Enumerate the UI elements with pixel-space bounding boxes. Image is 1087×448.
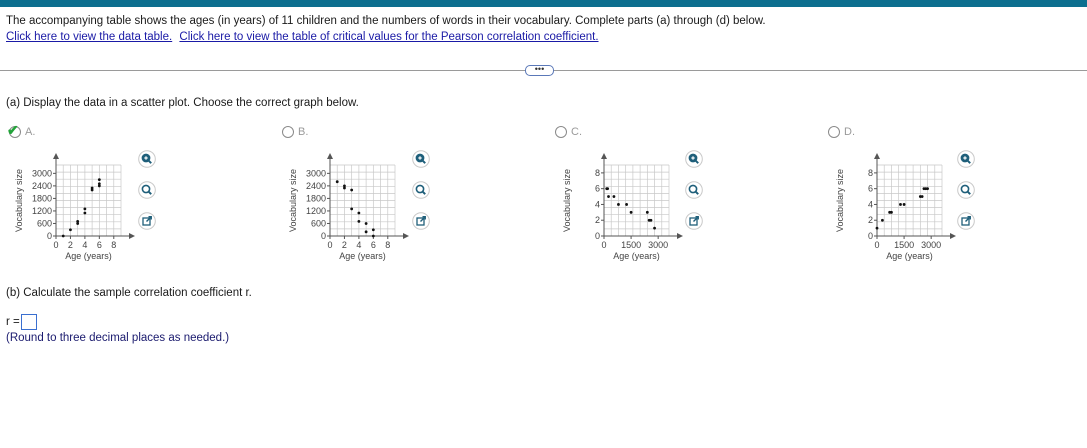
chart-grid xyxy=(604,165,669,236)
y-tick-label: 1800 xyxy=(305,193,326,204)
x-axis-label: Age (years) xyxy=(613,251,660,261)
y-tick-label: 4 xyxy=(594,199,600,210)
data-table-link[interactable]: Click here to view the data table. xyxy=(6,31,173,43)
x-axis-arrow xyxy=(677,233,683,239)
y-tick-label: 6 xyxy=(867,183,873,194)
zoom-out-icon[interactable] xyxy=(957,181,975,199)
data-point xyxy=(350,189,353,192)
x-tick-label: 0 xyxy=(601,240,607,250)
x-tick-label: 2 xyxy=(67,240,73,250)
data-point xyxy=(372,235,375,238)
scatter-plot-b xyxy=(282,145,417,270)
y-axis-label: Vocabulary size xyxy=(835,168,845,233)
data-point xyxy=(62,235,65,238)
data-point xyxy=(606,187,609,190)
data-point xyxy=(630,211,633,214)
data-point xyxy=(924,187,927,190)
y-tick-label: 1800 xyxy=(31,193,52,204)
chart-grid xyxy=(56,165,121,236)
x-tick-label: 0 xyxy=(53,240,59,250)
x-tick-label: 6 xyxy=(96,240,102,250)
x-tick-label: 2 xyxy=(341,240,347,250)
y-tick-label: 1200 xyxy=(305,205,326,216)
chart-grid xyxy=(877,165,942,236)
x-tick-label: 0 xyxy=(874,240,880,250)
data-point xyxy=(98,182,101,185)
data-point xyxy=(617,203,620,206)
y-tick-label: 0 xyxy=(46,231,52,241)
data-point xyxy=(921,195,924,198)
data-point xyxy=(76,220,79,223)
y-tick-label: 2400 xyxy=(305,180,326,191)
data-point xyxy=(357,220,360,223)
zoom-out-icon[interactable] xyxy=(412,181,430,199)
top-bar xyxy=(0,0,1087,7)
x-tick-label: 6 xyxy=(370,240,376,250)
x-tick-label: 3000 xyxy=(921,240,942,250)
data-point xyxy=(365,230,368,233)
part-b-prompt: (b) Calculate the sample correlation coefficient r. xyxy=(6,287,252,299)
scatter-plot-a xyxy=(8,145,143,270)
data-point xyxy=(881,219,884,222)
y-axis-label: Vocabulary size xyxy=(562,168,572,233)
y-axis-label: Vocabulary size xyxy=(14,168,24,233)
data-point xyxy=(890,211,893,214)
y-tick-label: 6 xyxy=(594,183,600,194)
popout-icon[interactable] xyxy=(957,212,975,230)
option-d-label: D. xyxy=(844,126,855,138)
y-tick-label: 600 xyxy=(36,218,52,229)
y-tick-label: 8 xyxy=(594,167,600,178)
popout-icon[interactable] xyxy=(412,212,430,230)
scatter-plot-c xyxy=(556,145,691,270)
y-tick-label: 2 xyxy=(594,215,600,226)
y-tick-label: 4 xyxy=(867,199,873,210)
x-tick-label: 8 xyxy=(111,240,117,250)
scatter-plot-d xyxy=(829,145,964,270)
zoom-in-icon[interactable] xyxy=(412,150,430,168)
y-tick-label: 3000 xyxy=(31,168,52,179)
y-tick-label: 8 xyxy=(867,167,873,178)
data-point xyxy=(899,203,902,206)
x-tick-label: 1500 xyxy=(621,240,642,250)
y-axis-arrow xyxy=(874,153,880,159)
part-a-prompt: (a) Display the data in a scatter plot. Choose the correct graph below. xyxy=(6,97,359,109)
option-c-radio[interactable] xyxy=(555,126,567,138)
data-point xyxy=(607,195,610,198)
links-row xyxy=(6,31,603,43)
y-tick-label: 2 xyxy=(867,215,873,226)
option-c-label: C. xyxy=(571,126,582,138)
y-tick-label: 2400 xyxy=(31,180,52,191)
y-tick-label: 0 xyxy=(320,231,326,241)
data-point xyxy=(903,203,906,206)
expand-more-button[interactable]: ••• xyxy=(525,65,554,76)
x-tick-label: 4 xyxy=(82,240,88,250)
data-point xyxy=(357,212,360,215)
y-axis-arrow xyxy=(53,153,59,159)
option-a[interactable] xyxy=(7,122,36,138)
option-b-label: B. xyxy=(298,126,309,138)
data-point xyxy=(69,228,72,231)
x-axis-arrow xyxy=(950,233,956,239)
popout-icon[interactable] xyxy=(138,212,156,230)
y-tick-label: 1200 xyxy=(31,205,52,216)
data-point xyxy=(336,180,339,183)
option-b-radio[interactable] xyxy=(282,126,294,138)
data-point xyxy=(876,227,879,230)
option-b[interactable] xyxy=(282,126,308,138)
y-tick-label: 3000 xyxy=(305,168,326,179)
zoom-in-icon[interactable] xyxy=(685,150,703,168)
option-d-radio[interactable] xyxy=(828,126,840,138)
r-answer-row xyxy=(6,314,37,330)
chart-grid xyxy=(330,165,395,236)
option-d[interactable] xyxy=(828,126,855,138)
data-point xyxy=(83,207,86,210)
data-point xyxy=(350,207,353,210)
y-axis-arrow xyxy=(327,153,333,159)
x-axis-arrow xyxy=(403,233,409,239)
data-point xyxy=(91,187,94,190)
data-point xyxy=(98,178,101,181)
x-tick-label: 4 xyxy=(356,240,362,250)
data-point xyxy=(653,227,656,230)
zoom-out-icon[interactable] xyxy=(138,181,156,199)
rounding-hint: (Round to three decimal places as needed.) xyxy=(6,332,230,344)
x-tick-label: 3000 xyxy=(648,240,669,250)
data-point xyxy=(650,219,653,222)
y-tick-label: 600 xyxy=(310,218,326,229)
critical-values-link[interactable]: Click here to view the table of critical values for the Pearson correlation coefficient. xyxy=(179,31,599,43)
x-tick-label: 1500 xyxy=(894,240,915,250)
x-axis-arrow xyxy=(129,233,135,239)
y-tick-label: 0 xyxy=(867,231,873,241)
x-axis-label: Age (years) xyxy=(339,251,386,261)
x-axis-label: Age (years) xyxy=(886,251,933,261)
question-intro: The accompanying table shows the ages (in years) of 11 children and the numbers of words in their vocabulary. Complete parts (a) through (d) below. xyxy=(6,15,766,27)
zoom-in-icon[interactable] xyxy=(957,150,975,168)
y-axis-arrow xyxy=(601,153,607,159)
y-axis-label: Vocabulary size xyxy=(288,168,298,233)
r-label: r = xyxy=(6,316,20,328)
data-point xyxy=(646,211,649,214)
option-a-label: A. xyxy=(25,126,36,138)
data-point xyxy=(83,212,86,215)
data-point xyxy=(343,184,346,187)
data-point xyxy=(372,228,375,231)
zoom-out-icon[interactable] xyxy=(685,181,703,199)
x-axis-label: Age (years) xyxy=(65,251,112,261)
data-point xyxy=(613,195,616,198)
x-tick-label: 8 xyxy=(385,240,391,250)
data-point xyxy=(625,203,628,206)
y-tick-label: 0 xyxy=(594,231,600,241)
checkmark-icon: ✔ xyxy=(7,122,19,138)
option-c[interactable] xyxy=(555,126,582,138)
data-point xyxy=(365,222,368,225)
x-tick-label: 0 xyxy=(327,240,333,250)
popout-icon[interactable] xyxy=(685,212,703,230)
option-a-radio[interactable] xyxy=(7,122,21,138)
r-answer-input[interactable] xyxy=(21,314,37,330)
zoom-in-icon[interactable] xyxy=(138,150,156,168)
